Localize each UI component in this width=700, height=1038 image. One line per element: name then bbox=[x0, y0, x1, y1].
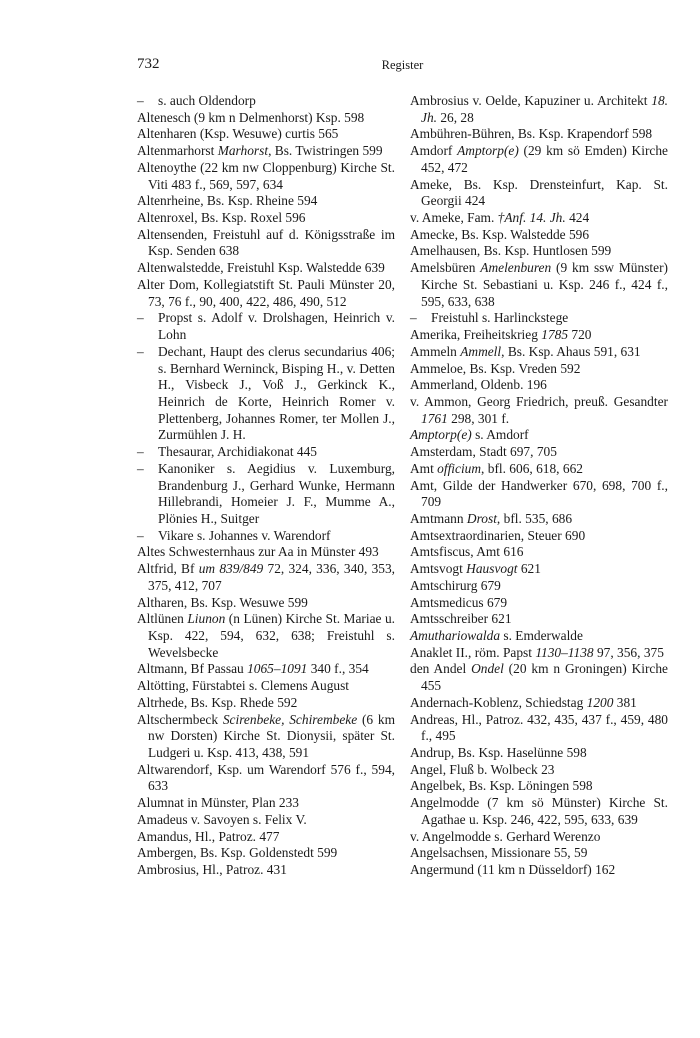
index-entry: Altwarendorf, Ksp. um Warendorf 576 f., 594, 633 bbox=[137, 761, 395, 794]
index-entry: Andrup, Bs. Ksp. Haselünne 598 bbox=[410, 745, 587, 761]
index-entry: Alumnat in Münster, Plan 233 bbox=[137, 795, 300, 811]
running-title: Register bbox=[381, 58, 424, 72]
page-number: 732 bbox=[137, 56, 160, 72]
index-entry: Amelhausen, Bs. Ksp. Huntlosen 599 bbox=[410, 243, 612, 259]
index-entry: v. Angelmodde s. Gerhard Werenzo bbox=[410, 828, 601, 844]
index-subentry: – Dechant, Haupt des clerus secundarius 406; s. Bernhard Werninck, Bisping H., v. Detten H., Visbeck J., Voß J., Gerkinck K., Heinrich de Korte, Heinrich Romer v. Plettenberg, Johannes Romer, ter Mollen J., Zurmühlen J. H. bbox=[137, 343, 395, 443]
index-entry: Amdorf Amptorp(e) (29 km sö Emden) Kirche 452, 472 bbox=[410, 143, 668, 175]
index-entry: Amsterdam, Stadt 697, 705 bbox=[410, 444, 557, 460]
index-entry: Amt, Gilde der Handwerker 670, 698, 700 f., 709 bbox=[410, 477, 668, 510]
index-entry: Amelsbüren Amelenburen (9 km ssw Münster) Kirche St. Sebastiani u. Ksp. 246 f., 424 f., 595, 633, 638 bbox=[410, 260, 668, 309]
index-subentry: – Vikare s. Johannes v. Warendorf bbox=[137, 527, 331, 543]
index-entry: Alter Dom, Kollegiatstift St. Pauli Münster 20, 73, 76 f., 90, 400, 422, 486, 490, 512 bbox=[137, 276, 395, 309]
index-entry: Ambrosius v. Oelde, Kapuziner u. Architekt 18. Jh. 26, 28 bbox=[410, 93, 668, 125]
index-entry: Amtschirurg 679 bbox=[410, 577, 501, 593]
index-entry: Amadeus v. Savoyen s. Felix V. bbox=[137, 811, 307, 827]
index-entry: Anaklet II., röm. Papst 1130–1138 97, 356, 375 bbox=[410, 644, 664, 660]
index-entry: Altenmarhorst Marhorst, Bs. Twistringen 599 bbox=[137, 143, 383, 159]
index-entry: Altenesch (9 km n Delmenhorst) Ksp. 598 bbox=[137, 109, 365, 125]
index-entry: Ambühren-Bühren, Bs. Ksp. Krapendorf 598 bbox=[410, 126, 653, 142]
index-entry: Altharen, Bs. Ksp. Wesuwe 599 bbox=[137, 594, 308, 610]
index-entry: Ammeln Ammell, Bs. Ksp. Ahaus 591, 631 bbox=[410, 343, 641, 359]
index-entry: Altmann, Bf Passau 1065–1091 340 f., 354 bbox=[137, 661, 369, 677]
index-entry: Amtsschreiber 621 bbox=[410, 611, 512, 627]
index-entry: Andernach-Koblenz, Schiedstag 1200 381 bbox=[410, 694, 637, 710]
index-entry: Altfrid, Bf um 839/849 72, 324, 336, 340, 353, 375, 412, 707 bbox=[137, 561, 395, 593]
index-entry: Amtmann Drost, bfl. 535, 686 bbox=[410, 510, 573, 526]
index-entry: Altrhede, Bs. Ksp. Rhede 592 bbox=[137, 694, 298, 710]
index-entry: Altenharen (Ksp. Wesuwe) curtis 565 bbox=[137, 126, 339, 142]
index-entry: Ambrosius, Hl., Patroz. 431 bbox=[137, 862, 287, 878]
page-header bbox=[137, 56, 668, 78]
index-entry: Altensenden, Freistuhl auf d. Königsstraße im Ksp. Senden 638 bbox=[137, 226, 395, 259]
index-subentry: – s. auch Oldendorp bbox=[137, 93, 256, 108]
index-entry: Amecke, Bs. Ksp. Walstedde 596 bbox=[410, 226, 590, 242]
right-column bbox=[410, 93, 668, 879]
index-entry: Amuthariowalda s. Emderwalde bbox=[410, 628, 583, 643]
index-entry: Amtsmedicus 679 bbox=[410, 594, 508, 610]
index-entry: Andreas, Hl., Patroz. 432, 435, 437 f., 459, 480 f., 495 bbox=[410, 711, 668, 744]
index-entry: Ammeloe, Bs. Ksp. Vreden 592 bbox=[410, 360, 581, 376]
index-entry: Altlünen Liunon (n Lünen) Kirche St. Mariae u. Ksp. 422, 594, 632, 638; Freistuhl s. Wevelsbecke bbox=[137, 611, 395, 660]
index-subentry: – Kanoniker s. Aegidius v. Luxemburg, Brandenburg J., Gerhard Wunke, Hermann Hillebrandi, Homeier J. F., Mumme A., Plönies H., Suitger bbox=[137, 460, 395, 526]
index-subentry: – Freistuhl s. Harlinckstege bbox=[410, 310, 569, 326]
index-entry: Amerika, Freiheitskrieg 1785 720 bbox=[410, 327, 592, 343]
index-entry: Altschermbeck Scirenbeke, Schirembeke (6 km nw Dorsten) Kirche St. Dionysii, später St. Ludgeri u. Ksp. 413, 438, 591 bbox=[137, 711, 396, 761]
index-subentry: – Thesaurar, Archidiakonat 445 bbox=[137, 444, 317, 460]
index-entry: Amtsfiscus, Amt 616 bbox=[410, 544, 524, 560]
index-entry: Altenwalstedde, Freistuhl Ksp. Walstedde 639 bbox=[137, 260, 385, 276]
index-entry: Altötting, Fürstabtei s. Clemens August bbox=[137, 678, 350, 694]
index-entry: Ambergen, Bs. Ksp. Goldenstedt 599 bbox=[137, 845, 338, 861]
index-entry: Altenrheine, Bs. Ksp. Rheine 594 bbox=[137, 193, 318, 209]
index-entry: Amtsextraordinarien, Steuer 690 bbox=[410, 527, 586, 543]
index-entry: Altes Schwesternhaus zur Aa in Münster 493 bbox=[137, 544, 379, 560]
index-entry: Angelbek, Bs. Ksp. Löningen 598 bbox=[410, 778, 593, 794]
index-entry: Angel, Fluß b. Wolbeck 23 bbox=[410, 761, 555, 777]
index-entry: Angermund (11 km n Düsseldorf) 162 bbox=[410, 862, 616, 878]
left-column bbox=[137, 93, 395, 879]
index-entry: Amt officium, bfl. 606, 618, 662 bbox=[410, 460, 583, 476]
index-entry: Altenoythe (22 km nw Cloppenburg) Kirche St. Viti 483 f., 569, 597, 634 bbox=[137, 159, 395, 192]
index-entry: Ammerland, Oldenb. 196 bbox=[410, 377, 547, 393]
index-entry: Angelsachsen, Missionare 55, 59 bbox=[410, 845, 588, 861]
index-entry: Amptorp(e) s. Amdorf bbox=[410, 427, 529, 443]
index-entry: Angelmodde (7 km sö Münster) Kirche St. Agathae u. Ksp. 246, 422, 595, 633, 639 bbox=[410, 795, 668, 827]
index-entry: Amandus, Hl., Patroz. 477 bbox=[137, 828, 280, 844]
index-entry: Ameke, Bs. Ksp. Drensteinfurt, Kap. St. Georgii 424 bbox=[410, 176, 668, 209]
index-entry: Amtsvogt Hausvogt 621 bbox=[410, 561, 541, 577]
index-subentry: – Propst s. Adolf v. Drolshagen, Heinrich v. Lohn bbox=[137, 310, 395, 343]
index-entry: v. Ammon, Georg Friedrich, preuß. Gesandter 1761 298, 301 f. bbox=[410, 393, 668, 426]
index-entry: v. Ameke, Fam. †Anf. 14. Jh. 424 bbox=[410, 210, 590, 226]
index-entry: Altenroxel, Bs. Ksp. Roxel 596 bbox=[137, 210, 306, 226]
index-entry: den Andel Ondel (20 km n Groningen) Kirche 455 bbox=[410, 661, 669, 694]
